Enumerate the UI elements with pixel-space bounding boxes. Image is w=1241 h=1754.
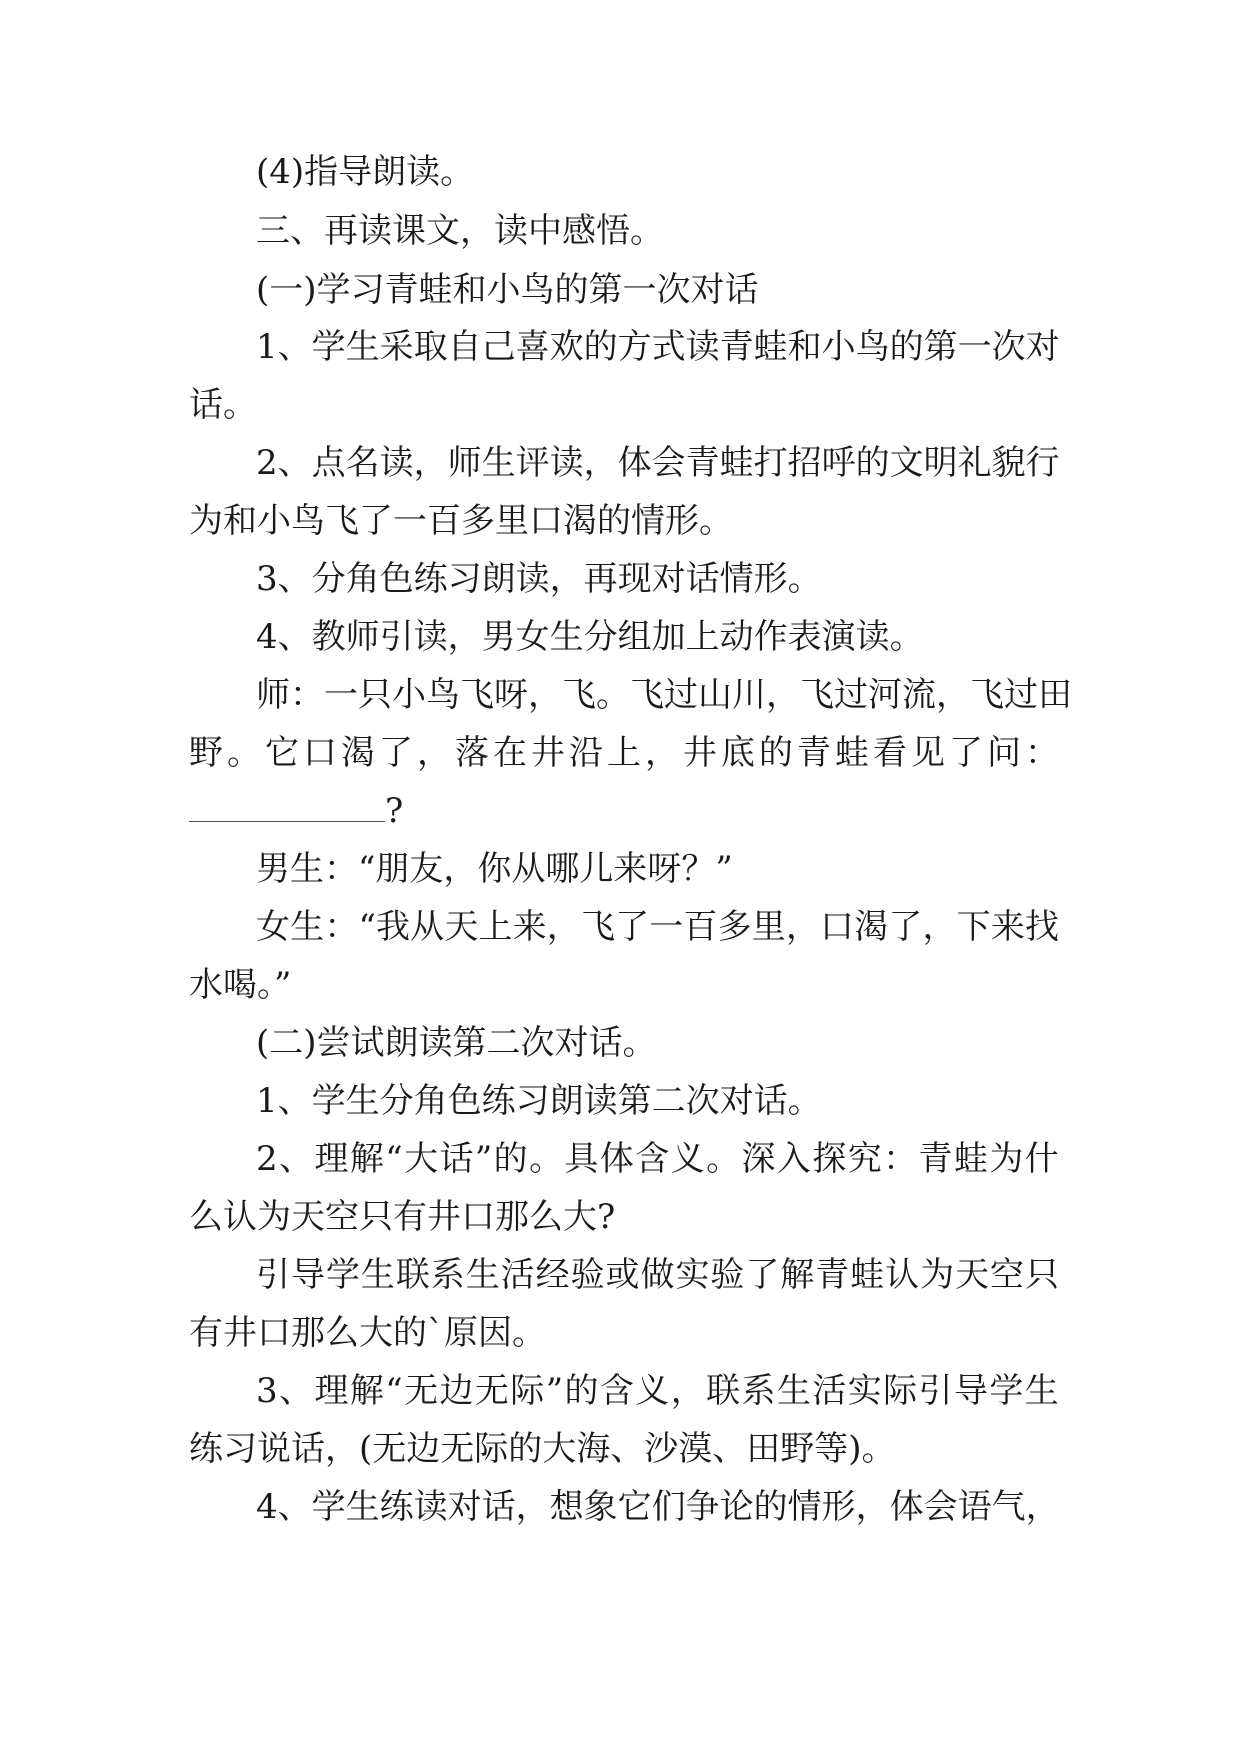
text-char: 入 <box>776 1139 811 1179</box>
text-char: 过 <box>664 675 698 715</box>
text-char: ， <box>936 675 970 715</box>
text-char: 次 <box>991 327 1026 367</box>
text-char: 论 <box>719 1487 754 1527</box>
text-char: 为 <box>920 1255 955 1295</box>
text-char: 飞 <box>800 675 834 715</box>
text-char: 经 <box>535 1255 570 1295</box>
text-char: 百 <box>683 907 718 947</box>
text-char: 青 <box>918 1139 953 1179</box>
text-char: 天 <box>955 1255 990 1295</box>
text-char: 只 <box>358 675 392 715</box>
text-char: 取 <box>413 327 448 367</box>
text-char: 无 <box>474 1371 509 1411</box>
text-char: ： <box>1025 733 1059 773</box>
text-char: 一 <box>324 675 358 715</box>
text-char: 、 <box>277 327 312 367</box>
text-char: 无 <box>404 1371 439 1411</box>
text-char: 一 <box>649 907 684 947</box>
text-char: 多 <box>717 907 752 947</box>
text-char: 的 <box>889 327 924 367</box>
text-char: 实 <box>847 1371 882 1411</box>
text-char: 活 <box>812 1371 847 1411</box>
text-char: 口 <box>303 733 337 773</box>
text-char: 蛙 <box>719 443 754 483</box>
text-char: 读 <box>379 443 414 483</box>
text-char: 话 <box>439 1139 474 1179</box>
text-char: ， <box>417 733 451 773</box>
text-char: 理 <box>314 1139 349 1179</box>
text-char: 女 <box>256 907 290 947</box>
text-char: 的 <box>564 1371 599 1411</box>
text-char: 欢 <box>549 327 584 367</box>
text-char: 引 <box>918 1371 953 1411</box>
text-char: 联 <box>395 1255 430 1295</box>
text-char: 大 <box>404 1139 439 1179</box>
text-char: 对 <box>1025 327 1060 367</box>
text-char: 青 <box>685 443 720 483</box>
paragraph-line: 有井口那么大的`原因。 <box>189 1313 546 1353</box>
text-char: 川 <box>732 675 766 715</box>
text-char: ， <box>515 1487 550 1527</box>
paragraph-line <box>256 1253 1059 1297</box>
text-char: 探 <box>812 1139 847 1179</box>
text-char: 深 <box>741 1139 776 1179</box>
paragraph-line <box>256 1369 1059 1413</box>
text-char: 语 <box>957 1487 992 1527</box>
text-char: 读 <box>549 443 584 483</box>
text-char: 义 <box>635 1371 670 1411</box>
text-char: 飞 <box>630 675 664 715</box>
text-char: 它 <box>265 733 299 773</box>
text-char: 生 <box>465 1255 500 1295</box>
fill-in-blank <box>189 791 385 822</box>
text-char: 际 <box>883 1371 918 1411</box>
paragraph-line <box>189 731 1059 775</box>
text-char: 的 <box>759 733 793 773</box>
text-char: 2 <box>256 1139 278 1179</box>
text-char: 生 <box>345 1487 380 1527</box>
text-char: ： <box>883 1139 918 1179</box>
paragraph-line <box>256 673 1072 717</box>
paragraph-line: 么认为天空只有井口那么大? <box>189 1197 616 1237</box>
text-char: 做 <box>640 1255 675 1295</box>
text-char: 方 <box>617 327 652 367</box>
text-char: 田 <box>1038 675 1072 715</box>
text-char: 验 <box>710 1255 745 1295</box>
paragraph-line <box>256 1137 1059 1181</box>
text-char: 从 <box>410 907 445 947</box>
text-char: 自 <box>447 327 482 367</box>
text-char: 。 <box>706 1139 741 1179</box>
subsection-heading: (一)学习青蛙和小鸟的第一次对话 <box>256 270 759 310</box>
text-char: 名 <box>345 443 380 483</box>
paragraph-line <box>256 441 1059 485</box>
text-char: ， <box>922 907 957 947</box>
text-char: 河 <box>868 675 902 715</box>
text-char: 明 <box>923 443 958 483</box>
question-mark: ? <box>385 791 404 831</box>
paragraph-line: 3、分角色练习朗读，再现对话情形。 <box>256 559 822 599</box>
text-char: ， <box>785 907 820 947</box>
paragraph-line: (4)指导朗读。 <box>256 152 475 192</box>
text-char: 飞 <box>580 907 615 947</box>
text-char: 活 <box>500 1255 535 1295</box>
text-char: 或 <box>605 1255 640 1295</box>
text-char: ， <box>546 907 581 947</box>
text-char: 鸟 <box>855 327 890 367</box>
text-char: 行 <box>1025 443 1060 483</box>
text-char: 生 <box>345 327 380 367</box>
text-char: 师 <box>256 675 290 715</box>
text-char: 会 <box>923 1487 958 1527</box>
text-char: ： <box>290 675 324 715</box>
text-char: 来 <box>990 907 1025 947</box>
text-char: 具 <box>564 1139 599 1179</box>
text-char: 、 <box>277 1487 312 1527</box>
text-char: 系 <box>741 1371 776 1411</box>
text-char: 、 <box>277 443 312 483</box>
text-char: 体 <box>889 1487 924 1527</box>
text-char: 学 <box>325 1255 360 1295</box>
text-char: 青 <box>797 733 831 773</box>
text-char: 生 <box>1024 1371 1059 1411</box>
text-char: ： <box>324 907 359 947</box>
text-char: 它 <box>617 1487 652 1527</box>
text-char: 学 <box>989 1371 1024 1411</box>
text-char: 青 <box>815 1255 850 1295</box>
text-char: 练 <box>379 1487 414 1527</box>
text-char: 气 <box>991 1487 1026 1527</box>
paragraph-line: 话。 <box>189 385 257 425</box>
text-char: “ <box>385 1139 403 1179</box>
text-char: 义 <box>670 1139 705 1179</box>
text-char: 2 <box>256 443 278 483</box>
text-char: ” <box>474 1139 493 1179</box>
text-char: 只 <box>1024 1255 1059 1295</box>
text-char: 的 <box>583 327 618 367</box>
text-char: 会 <box>651 443 686 483</box>
dialogue-line: 男生：“朋友，你从哪儿来呀？” <box>256 849 733 889</box>
text-char: 的 <box>753 1487 788 1527</box>
text-char: 引 <box>256 1255 290 1295</box>
paragraph-line: 为和小鸟飞了一百多里口渴的情形。 <box>189 501 733 541</box>
text-char: 究 <box>847 1139 882 1179</box>
text-char: 打 <box>753 443 788 483</box>
text-char: 。 <box>227 733 261 773</box>
text-char: 来 <box>512 907 547 947</box>
text-char: 边 <box>439 1371 474 1411</box>
text-char: 呀 <box>494 675 528 715</box>
text-char: 底 <box>721 733 755 773</box>
text-char: 形 <box>821 1487 856 1527</box>
text-char: 上 <box>607 733 641 773</box>
text-char: 的 <box>855 443 890 483</box>
text-char: ， <box>766 675 800 715</box>
text-char: 渴 <box>341 733 375 773</box>
text-char: 生 <box>290 907 325 947</box>
text-char: 想 <box>549 1487 584 1527</box>
text-char: 流 <box>902 675 936 715</box>
text-char: 为 <box>989 1139 1024 1179</box>
text-char: 采 <box>379 327 414 367</box>
text-char: ， <box>645 733 679 773</box>
text-char: 含 <box>635 1139 670 1179</box>
text-char: 式 <box>651 327 686 367</box>
text-char: 沿 <box>569 733 603 773</box>
text-char: 理 <box>314 1371 349 1411</box>
text-char: 了 <box>888 907 923 947</box>
text-char: 找 <box>1024 907 1059 947</box>
text-char: 呼 <box>821 443 856 483</box>
text-char: ， <box>413 443 448 483</box>
text-char: 们 <box>651 1487 686 1527</box>
text-char: 青 <box>719 327 754 367</box>
text-char: 导 <box>290 1255 325 1295</box>
text-char: 、 <box>279 1139 314 1179</box>
text-char: 第 <box>923 327 958 367</box>
text-char: 招 <box>787 443 822 483</box>
dialogue-line <box>256 905 1059 949</box>
text-char: 一 <box>957 327 992 367</box>
text-char: 争 <box>685 1487 720 1527</box>
text-char: 学 <box>311 327 346 367</box>
text-char: 飞 <box>460 675 494 715</box>
text-char: 系 <box>430 1255 465 1295</box>
text-char: 己 <box>481 327 516 367</box>
text-char: ， <box>855 1487 890 1527</box>
text-char: 上 <box>478 907 513 947</box>
text-char: 礼 <box>957 443 992 483</box>
text-char: ” <box>545 1371 564 1411</box>
text-char: 了 <box>949 733 983 773</box>
dialogue-line: 水喝。” <box>189 965 292 1005</box>
text-char: 解 <box>780 1255 815 1295</box>
paragraph-line: 练习说话，(无边无际的大海、沙漠、田野等)。 <box>189 1429 896 1469</box>
text-char: 我 <box>376 907 411 947</box>
text-char: 山 <box>698 675 732 715</box>
text-char: 和 <box>787 327 822 367</box>
text-char: 了 <box>615 907 650 947</box>
text-char: 空 <box>990 1255 1025 1295</box>
text-char: 体 <box>599 1139 634 1179</box>
blank-line <box>189 789 1059 833</box>
section-heading: 三、再读课文，读中感悟。 <box>256 211 664 251</box>
text-char: 4 <box>256 1487 278 1527</box>
text-char: 口 <box>820 907 855 947</box>
text-char: 鸟 <box>426 675 460 715</box>
text-char: 了 <box>379 733 413 773</box>
text-char: 。 <box>529 1139 564 1179</box>
text-char: 渴 <box>854 907 889 947</box>
text-char: 小 <box>821 327 856 367</box>
text-char: 下 <box>956 907 991 947</box>
text-char: 评 <box>515 443 550 483</box>
text-char: 的 <box>493 1139 528 1179</box>
text-char: 3 <box>256 1371 278 1411</box>
text-char: 天 <box>444 907 479 947</box>
text-char: 问 <box>987 733 1021 773</box>
text-char: “ <box>358 907 376 947</box>
text-char: 读 <box>685 327 720 367</box>
text-char: 喜 <box>515 327 550 367</box>
text-char: 含 <box>599 1371 634 1411</box>
text-char: 飞 <box>562 675 596 715</box>
text-char: 对 <box>447 1487 482 1527</box>
subsection-heading: (二)尝试朗读第二次对话。 <box>256 1023 657 1063</box>
text-char: 里 <box>751 907 786 947</box>
text-char: 读 <box>413 1487 448 1527</box>
text-char: ， <box>528 675 562 715</box>
text-char: 井 <box>531 733 565 773</box>
text-char: 蛙 <box>835 733 869 773</box>
text-char: 体 <box>617 443 652 483</box>
text-char: 井 <box>683 733 717 773</box>
text-char: 解 <box>349 1139 384 1179</box>
text-char: 导 <box>953 1371 988 1411</box>
text-char: 蛙 <box>850 1255 885 1295</box>
text-char: 、 <box>279 1371 314 1411</box>
text-char: 生 <box>776 1371 811 1411</box>
text-char: 情 <box>787 1487 822 1527</box>
text-char: 点 <box>311 443 346 483</box>
text-char: 学 <box>311 1487 346 1527</box>
text-char: 际 <box>510 1371 545 1411</box>
text-char: 蛙 <box>753 327 788 367</box>
text-char: 文 <box>889 443 924 483</box>
text-char: 1 <box>256 327 278 367</box>
text-char: 小 <box>392 675 426 715</box>
paragraph-line <box>256 325 1059 369</box>
paragraph-line: 4、教师引读，男女生分组加上动作表演读。 <box>256 617 924 657</box>
text-char: 蛙 <box>953 1139 988 1179</box>
paragraph-line <box>256 1485 1059 1529</box>
text-char: 联 <box>706 1371 741 1411</box>
paragraph-line: 1、学生分角色练习朗读第二次对话。 <box>256 1081 822 1121</box>
text-char: 什 <box>1024 1139 1059 1179</box>
text-char: 。 <box>596 675 630 715</box>
text-char: 解 <box>349 1371 384 1411</box>
text-char: 过 <box>834 675 868 715</box>
text-char: ， <box>583 443 618 483</box>
text-char: 师 <box>447 443 482 483</box>
text-char: 认 <box>885 1255 920 1295</box>
text-char: 生 <box>481 443 516 483</box>
text-char: ， <box>1025 1487 1060 1527</box>
text-char: 野 <box>189 733 223 773</box>
text-char: “ <box>385 1371 403 1411</box>
text-char: 貌 <box>991 443 1026 483</box>
text-char: 实 <box>675 1255 710 1295</box>
text-char: 过 <box>1004 675 1038 715</box>
text-char: 落 <box>455 733 489 773</box>
text-char: ， <box>670 1371 705 1411</box>
text-char: 见 <box>911 733 945 773</box>
text-char: 看 <box>873 733 907 773</box>
text-char: 了 <box>745 1255 780 1295</box>
text-char: 话 <box>481 1487 516 1527</box>
text-char: 象 <box>583 1487 618 1527</box>
text-char: 飞 <box>970 675 1004 715</box>
text-char: 生 <box>360 1255 395 1295</box>
text-char: 验 <box>570 1255 605 1295</box>
text-char: 在 <box>493 733 527 773</box>
